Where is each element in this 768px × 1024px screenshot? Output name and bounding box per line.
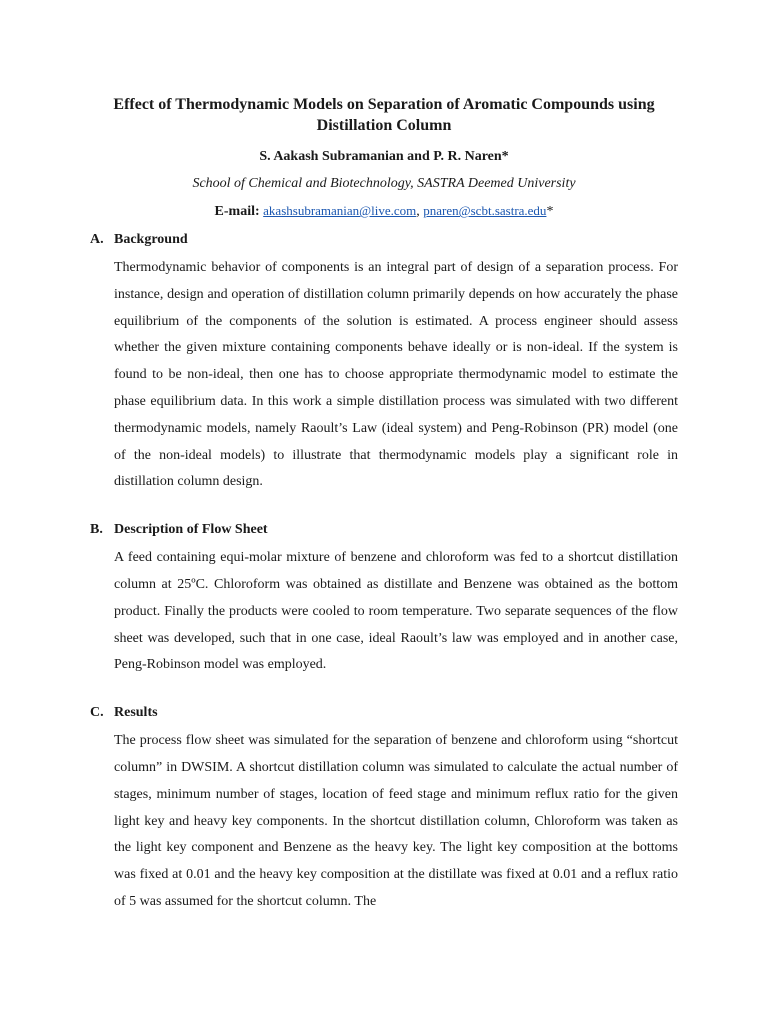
section-title: Results xyxy=(114,705,158,721)
section-paragraph: Thermodynamic behavior of components is an integral part of design of a separation process. For instance, design and operation of distillation column primarily depends on how accurately the phase equilibrium of the components of the solution is estimated. A process engineer should assess whether the given mixture containing components behave ideally or is non-ideal. If the system is found to be non-ideal, then one has to choose appropriate thermodynamic model to estimate the phase equilibrium data. In this work a simple distillation process was simulated with two different thermodynamic models, namely Raoult’s Law (ideal system) and Peng-Robinson (PR) model (one of the non-ideal models) to illustrate that thermodynamic models play a significant role in distillation column design. xyxy=(114,260,678,490)
section-heading xyxy=(90,231,678,249)
section-paragraph: A feed containing equi-molar mixture of benzene and chloroform was fed to a shortcut distillation column at 25ºC. Chloroform was obtained as distillate and Benzene was obtained as the bottom product. Finally the products were cooled to room temperature. Two separate sequences of the flow sheet was developed, such that in one case, ideal Raoult’s law was employed and in another case, Peng-Robinson model was employed. xyxy=(114,550,678,673)
section-paragraph: The process flow sheet was simulated for the separation of benzene and chloroform using “shortcut column” in DWSIM. A shortcut distillation column was simulated to calculate the actual number of stages, minimum number of stages, location of feed stage and minimum reflux ratio for the given light key and heavy key components. In the shortcut distillation column, Chloroform was taken as the light key component and Benzene as the heavy key. The light key composition at the bottoms was fixed at 0.01 and the heavy key composition at the distillate was fixed at 0.01 and a reflux ratio of 5 was assumed for the shortcut column. The xyxy=(114,733,678,909)
email-suffix: * xyxy=(546,204,554,219)
section-flow-sheet xyxy=(90,521,678,679)
section-heading xyxy=(90,704,678,722)
section-letter: A. xyxy=(90,232,104,247)
email-link-1[interactable]: akashsubramanian@live.com xyxy=(263,203,417,218)
paper-affiliation: School of Chemical and Biotechnology, SASTRA Deemed University xyxy=(192,176,576,191)
section-letter: B. xyxy=(90,522,103,538)
section-heading xyxy=(90,521,678,539)
section-title: Background xyxy=(114,232,188,247)
section-title: Description of Flow Sheet xyxy=(114,522,268,538)
section-letter: C. xyxy=(90,705,104,721)
paper-authors: S. Aakash Subramanian and P. R. Naren* xyxy=(259,149,509,164)
email-label: E-mail: xyxy=(214,204,260,219)
paper-title: Effect of Thermodynamic Models on Separation of Aromatic Compounds using Distillation Column xyxy=(113,96,655,134)
section-background xyxy=(90,231,678,496)
email-line xyxy=(90,202,678,221)
section-results xyxy=(90,704,678,916)
email-link-2[interactable]: pnaren@scbt.sastra.edu xyxy=(423,203,547,218)
email-separator: , xyxy=(416,204,420,219)
